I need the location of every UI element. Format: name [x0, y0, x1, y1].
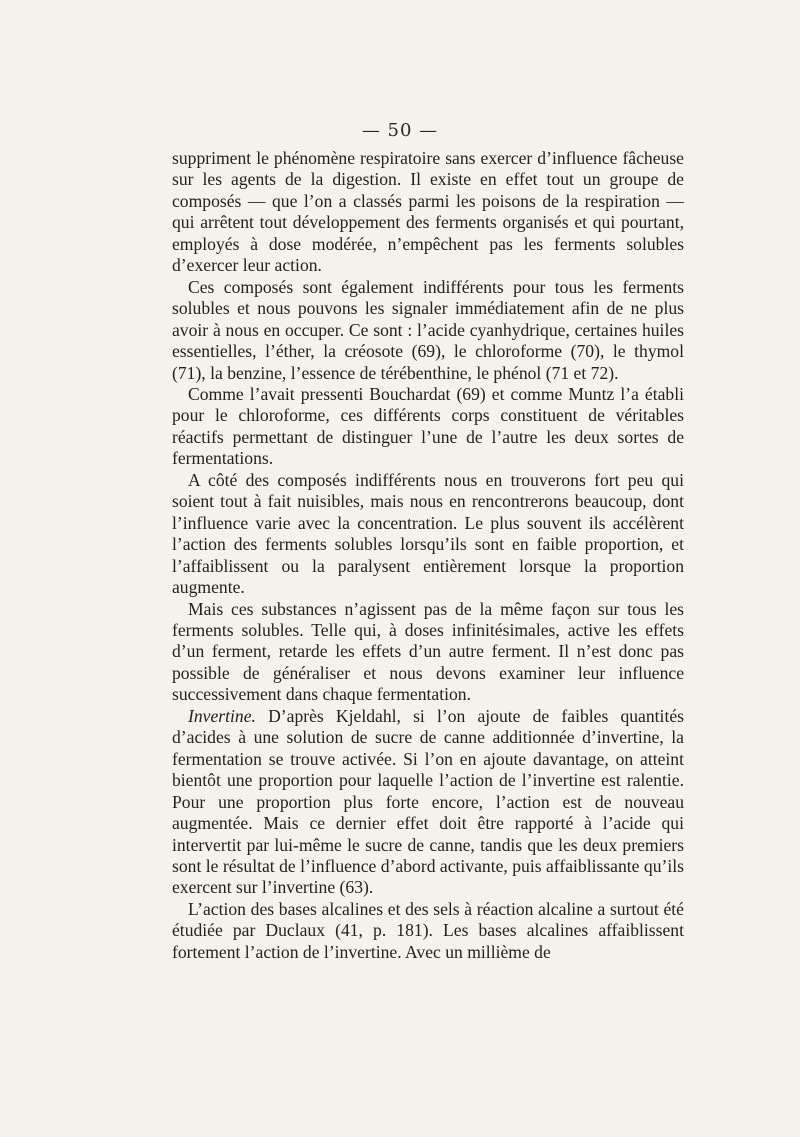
paragraph: Mais ces substances n’agissent pas de la même façon sur tous les ferments solubles. Telle qui, à doses infinitésimales, active les effets d’un ferment, retarde les effets d’un autre ferment. Il n’est donc pas possible de généraliser et nous devons examiner leur influence successivement dans chaque fermentation.: [172, 598, 684, 705]
paragraph: suppriment le phénomène respiratoire sans exercer d’influence fâcheuse sur les agents de la digestion. Il existe en effet tout un groupe de composés — que l’on a classés parmi les poisons de la respiration — qui arrêtent tout développement des ferments organisés et qui pourtant, employés à dose modérée, n’empêchent pas les ferments solubles d’exercer leur action.: [172, 148, 684, 276]
paragraph: A côté des composés indifférents nous en trouverons fort peu qui soient tout à fait nuisibles, mais nous en rencontrerons beaucoup, dont l’influence varie avec la concentration. Le plus souvent ils accélèrent l’action des ferments solubles lorsqu’ils sont en faible proportion, et l’affaiblissent ou la paralysent entièrement lorsque la proportion augmente.: [172, 469, 684, 598]
paragraph: L’action des bases alcalines et des sels à réaction alcaline a surtout été étudiée par Duclaux (41, p. 181). Les bases alcalines affaiblissent fortement l’action de l’invertine. Avec un millième de: [172, 898, 684, 962]
paragraph-invertine: [172, 706, 684, 899]
paragraph: Comme l’avait pressenti Bouchardat (69) et comme Muntz l’a établi pour le chloroforme, ces différents corps constituent de véritables réactifs permettant de distinguer l’une de l’autre les deux sortes de fermentations.: [172, 383, 684, 469]
page-number: — 50 —: [361, 120, 439, 141]
section-lead: Invertine.: [188, 705, 256, 726]
paragraph-text: D’après Kjeldahl, si l’on ajoute de faibles quantités d’acides à une solution de sucre de canne additionnée d’invertine, la fermentation se trouve activée. Si l’on en ajoute davantage, on atteint bientôt une proportion pour laquelle l’action de l’invertine est ralentie. Pour une proportion plus forte encore, l’action est de nouveau augmentée. Mais ce dernier effet doit être rapporté à l’acide qui intervertit par lui-même le sucre de canne, tandis que les deux premiers sont le résultat de l’influence d’abord activante, puis affaiblissante qu’ils exercent sur l’invertine (63).: [172, 705, 684, 898]
paragraph: Ces composés sont également indifférents pour tous les ferments solubles et nous pouvons les signaler immédiatement afin de ne plus avoir à nous en occuper. Ce sont : l’acide cyanhydrique, certaines huiles essentielles, l’éther, la créosote (69), le chloroforme (70), le thymol (71), la benzine, l’essence de térébenthine, le phénol (71 et 72).: [172, 276, 684, 383]
body-text: [172, 148, 684, 963]
